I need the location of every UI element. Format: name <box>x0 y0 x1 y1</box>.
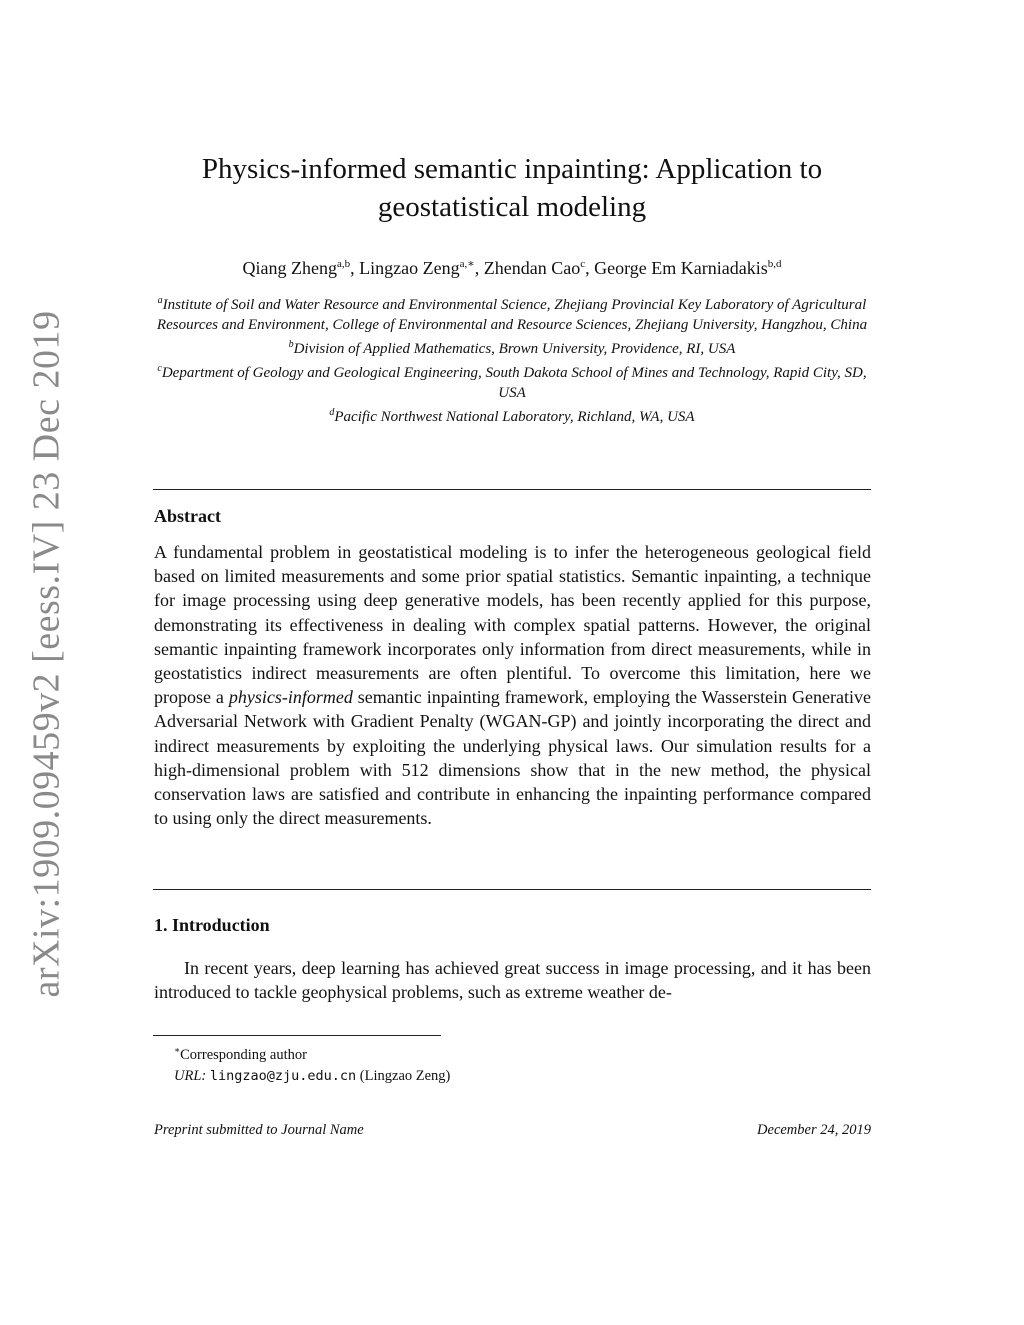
preprint-note: Preprint submitted to Journal Name <box>154 1122 364 1138</box>
author: George Em Karniadakis$^{b,d}$ <box>594 258 782 278</box>
email-link[interactable]: lingzao@zju.edu.cn <box>209 1067 357 1084</box>
introduction-paragraph: In recent years, deep learning has achieved great success in image processing, and it has been introduced to tackle geophysical problems, such as extreme weather de- <box>154 958 871 1003</box>
author: Zhendan Cao$^c$, <box>483 258 595 278</box>
affiliation: $^a$Institute of Soil and Water Resource and Environmental Science, Zhejiang Provincial Key Laboratory of Agricultural Resources and Environment, College of Environmental and Resource Sciences, Zhejiang University, Hangzhou, China <box>156 295 868 333</box>
paper-title: Physics-informed semantic inpainting: Application to geostatistical modeling <box>201 153 823 223</box>
corresponding-author-note: ∗Corresponding author <box>174 1045 307 1063</box>
abstract-top-rule <box>153 489 871 490</box>
affiliation: $^b$Division of Applied Mathematics, Brown University, Providence, RI, USA <box>288 339 736 357</box>
abstract-heading: Abstract <box>154 506 221 526</box>
emphasis: physics-informed <box>228 687 353 708</box>
author: Lingzao Zeng$^{a,∗}$, <box>359 258 484 278</box>
footnote <box>174 1040 450 1087</box>
arxiv-identifier: arXiv:1909.09459v2 [eess.IV] 23 Dec 2019 <box>25 310 67 998</box>
affiliation-list <box>150 291 874 427</box>
footnote-rule <box>153 1035 441 1036</box>
affiliation: $^d$Pacific Northwest National Laboratory, Richland, WA, USA <box>329 407 695 425</box>
abstract-text: A fundamental problem in geostatistical modeling is to infer the heterogeneous geological field based on limited measurements and some prior spatial statistics. Semantic inpainting, a technique for image processing using deep generative models, has been recently applied for this purpose, demonstrating its effectiveness in dealing with complex spatial patterns. However, the original semantic inpainting framework incorporates only information from direct measurements, while in geostatistics indirect measurements are often plentiful. To overcome this limitation, here we propose a physics-informed semantic inpainting framework, employing the Wasserstein Generative Adversarial Network with Gradient Penalty (WGAN-GP) and jointly incorporating the direct and indirect measurements by exploiting the underlying physical laws. Our simulation results for a high-dimensional problem with 512 dimensions show that in the new method, the physical conservation laws are satisfied and contribute in enhancing the inpainting performance compared to using only the direct measurements. <box>154 542 871 829</box>
affiliation: $^c$Department of Geology and Geological Engineering, South Dakota School of Mines and Technology, Rapid City, SD, USA <box>157 363 867 401</box>
author: Qiang Zheng$^{a,b}$, <box>242 258 360 278</box>
arxiv-stamp <box>16 310 76 998</box>
url-note: URL: lingzao@zju.edu.cn (Lingzao Zeng) <box>174 1067 451 1084</box>
abstract-bottom-rule <box>153 889 871 890</box>
preprint-date: December 24, 2019 <box>757 1122 871 1138</box>
section-heading: 1. Introduction <box>154 915 270 935</box>
author-list <box>150 252 874 280</box>
